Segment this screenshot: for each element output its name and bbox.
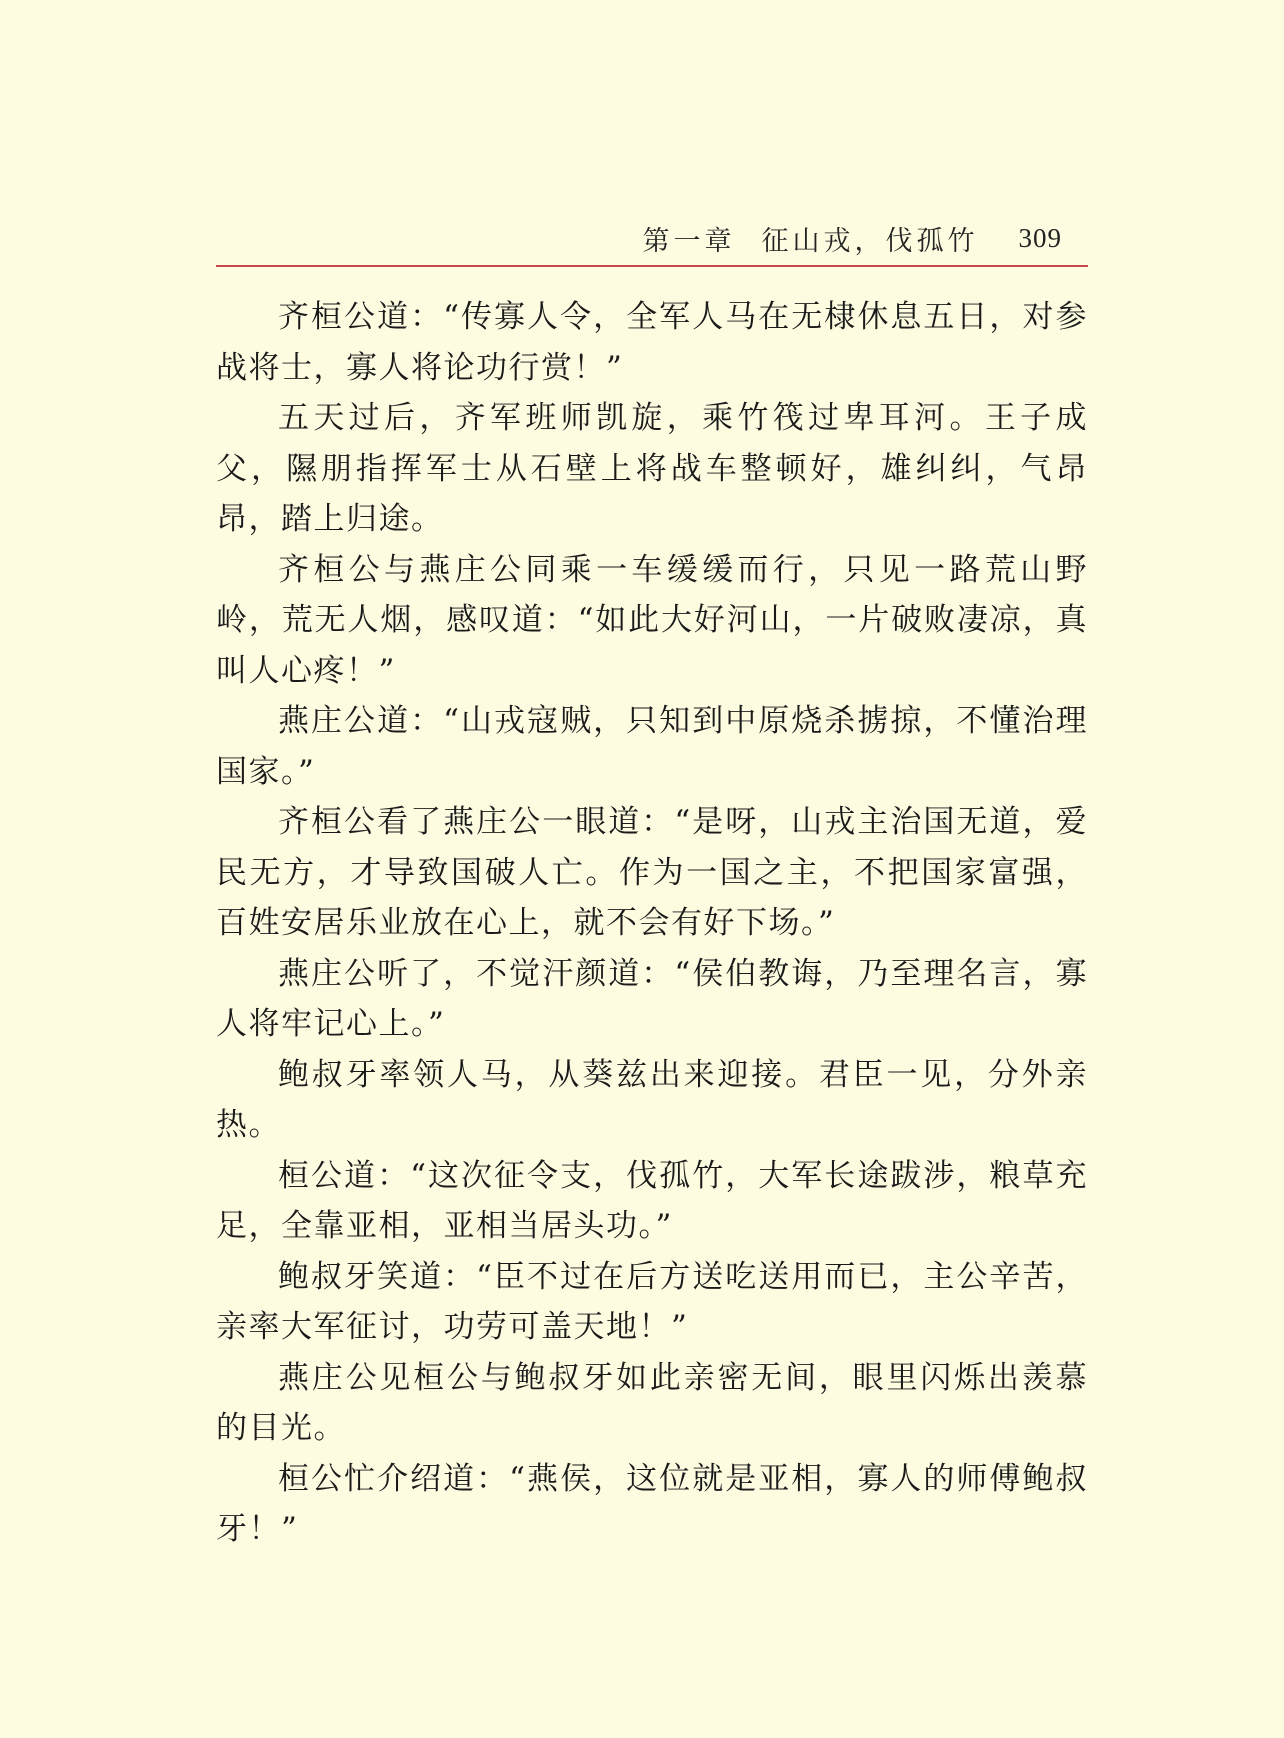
header-divider <box>216 265 1088 267</box>
paragraph: 齐桓公看了燕庄公一眼道：“是呀，山戎主治国无道，爱民无方，才导致国破人亡。作为一国之主，不把国家富强，百姓安居乐业放在心上，就不会有好下场。” <box>216 804 1088 941</box>
paragraph: 燕庄公听了，不觉汗颜道：“侯伯教诲，乃至理名言，寡人将牢记心上。” <box>216 955 1088 1042</box>
section-title: 征山戎，伐孤竹 <box>761 225 979 257</box>
chapter-label: 第一章 <box>642 225 736 257</box>
paragraph: 齐桓公道：“传寡人令，全军人马在无棣休息五日，对参战将士，寡人将论功行赏！” <box>216 299 1088 386</box>
paragraph: 桓公道：“这次征令支，伐孤竹，大军长途跋涉，粮草充足，全靠亚相，亚相当居头功。” <box>216 1157 1088 1244</box>
paragraph: 鲍叔牙笑道：“臣不过在后方送吃送用而已，主公辛苦，亲率大军征讨，功劳可盖天地！” <box>216 1258 1088 1345</box>
paragraph: 鲍叔牙率领人马，从葵兹出来迎接。君臣一见，分外亲热。 <box>216 1056 1088 1143</box>
page-number: 309 <box>1018 222 1062 253</box>
body-text <box>216 292 1088 1555</box>
running-header <box>216 214 1088 262</box>
paragraph: 五天过后，齐军班师凯旋，乘竹筏过卑耳河。王子成父，隰朋指挥军士从石壁上将战车整顿好，雄纠纠，气昂昂，踏上归途。 <box>216 400 1088 537</box>
paragraph: 燕庄公见桓公与鲍叔牙如此亲密无间，眼里闪烁出羡慕的目光。 <box>216 1359 1088 1446</box>
paragraph: 桓公忙介绍道：“燕侯，这位就是亚相，寡人的师傅鲍叔牙！” <box>216 1460 1088 1547</box>
paragraph: 燕庄公道：“山戎寇贼，只知到中原烧杀掳掠，不懂治理国家。” <box>216 703 1088 790</box>
paragraph: 齐桓公与燕庄公同乘一车缓缓而行，只见一路荒山野岭，荒无人烟，感叹道：“如此大好河山，一片破败凄凉，真叫人心疼！” <box>216 551 1088 689</box>
